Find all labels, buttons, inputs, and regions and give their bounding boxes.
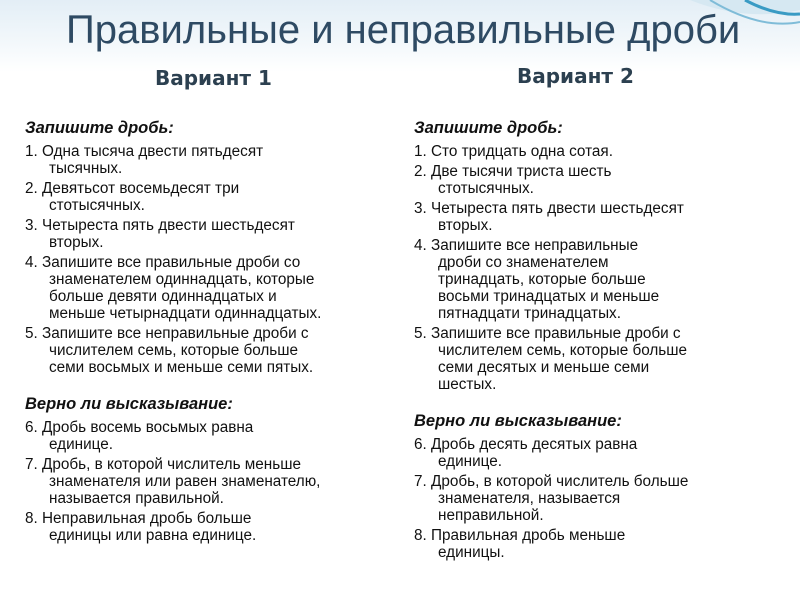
section-heading-write-fraction: Запишите дробь: xyxy=(414,119,563,137)
task-line: пятнадцати тринадцатых. xyxy=(438,305,621,322)
variant-1-heading: Вариант 1 xyxy=(155,66,272,90)
task-line: тринадцать, которые больше xyxy=(438,271,646,288)
section-heading-true-statement: Верно ли высказывание: xyxy=(25,395,233,413)
statement-line: единице. xyxy=(49,436,113,453)
task-item xyxy=(414,325,786,393)
statement-line: 8. Неправильная дробь больше xyxy=(25,510,252,527)
task-line: 1. Сто тридцать одна сотая. xyxy=(414,143,613,160)
statement-line: знаменателя, называется xyxy=(438,490,621,507)
statement-line: 8. Правильная дробь меньше xyxy=(414,527,626,544)
slide-title: Правильные и неправильные дроби xyxy=(66,8,741,52)
statement-item xyxy=(25,510,395,544)
variant-2-column xyxy=(414,120,786,564)
task-line: меньше четырнадцати одиннадцатых. xyxy=(49,305,322,322)
task-item xyxy=(25,217,395,251)
statement-line: 7. Дробь, в которой числитель больше xyxy=(414,473,689,490)
task-line: числителем семь, которые больше xyxy=(49,342,299,359)
task-item xyxy=(25,325,395,376)
statement-item xyxy=(414,473,786,524)
task-line: 4. Запишите все правильные дроби со xyxy=(25,254,301,271)
task-line: стотысячных. xyxy=(49,197,145,214)
task-line: стотысячных. xyxy=(438,180,534,197)
statement-item xyxy=(25,419,395,453)
statement-line: 7. Дробь, в которой числитель меньше xyxy=(25,456,302,473)
task-line: семи восьмых и меньше семи пятых. xyxy=(49,359,314,376)
task-line: 3. Четыреста пять двести шестьдесят xyxy=(414,200,684,217)
task-line: вторых. xyxy=(49,234,104,251)
task-line: дроби со знаменателем xyxy=(438,254,609,271)
statement-line: знаменателя или равен знаменателю, xyxy=(49,473,321,490)
task-item xyxy=(414,200,786,234)
task-item xyxy=(25,143,395,177)
statement-line: единице. xyxy=(438,453,502,470)
task-line: больше девяти одиннадцатых и xyxy=(49,288,277,305)
task-line: восьми тринадцатых и меньше xyxy=(438,288,660,305)
task-line: 5. Запишите все неправильные дроби с xyxy=(25,325,309,342)
task-item xyxy=(414,143,786,160)
variant-1-column xyxy=(25,120,395,547)
task-line: 5. Запишите все правильные дроби с xyxy=(414,325,681,342)
statement-item xyxy=(414,527,786,561)
task-line: числителем семь, которые больше xyxy=(438,342,688,359)
task-item xyxy=(25,180,395,214)
statement-line: называется правильной. xyxy=(49,490,224,507)
section-heading-write-fraction: Запишите дробь: xyxy=(25,119,174,137)
statement-item xyxy=(25,456,395,507)
task-line: 2. Девятьсот восемьдесят три xyxy=(25,180,240,197)
task-line: тысячных. xyxy=(49,160,123,177)
variant-2-heading: Вариант 2 xyxy=(517,64,634,88)
statement-line: единицы. xyxy=(438,544,505,561)
statement-line: 6. Дробь десять десятых равна xyxy=(414,436,638,453)
statement-line: 6. Дробь восемь восьмых равна xyxy=(25,419,254,436)
section-heading-true-statement: Верно ли высказывание: xyxy=(414,412,622,430)
task-item xyxy=(414,163,786,197)
task-line: 3. Четыреста пять двести шестьдесят xyxy=(25,217,295,234)
task-line: 1. Одна тысяча двести пятьдесят xyxy=(25,143,264,160)
task-line: 4. Запишите все неправильные xyxy=(414,237,639,254)
statement-item xyxy=(414,436,786,470)
task-line: знаменателем одиннадцать, которые xyxy=(49,271,315,288)
task-item xyxy=(414,237,786,322)
statement-line: неправильной. xyxy=(438,507,544,524)
task-line: шестых. xyxy=(438,376,497,393)
task-line: вторых. xyxy=(438,217,493,234)
statement-line: единицы или равна единице. xyxy=(49,527,257,544)
task-line: 2. Две тысячи триста шесть xyxy=(414,163,612,180)
task-item xyxy=(25,254,395,322)
task-line: семи десятых и меньше семи xyxy=(438,359,650,376)
